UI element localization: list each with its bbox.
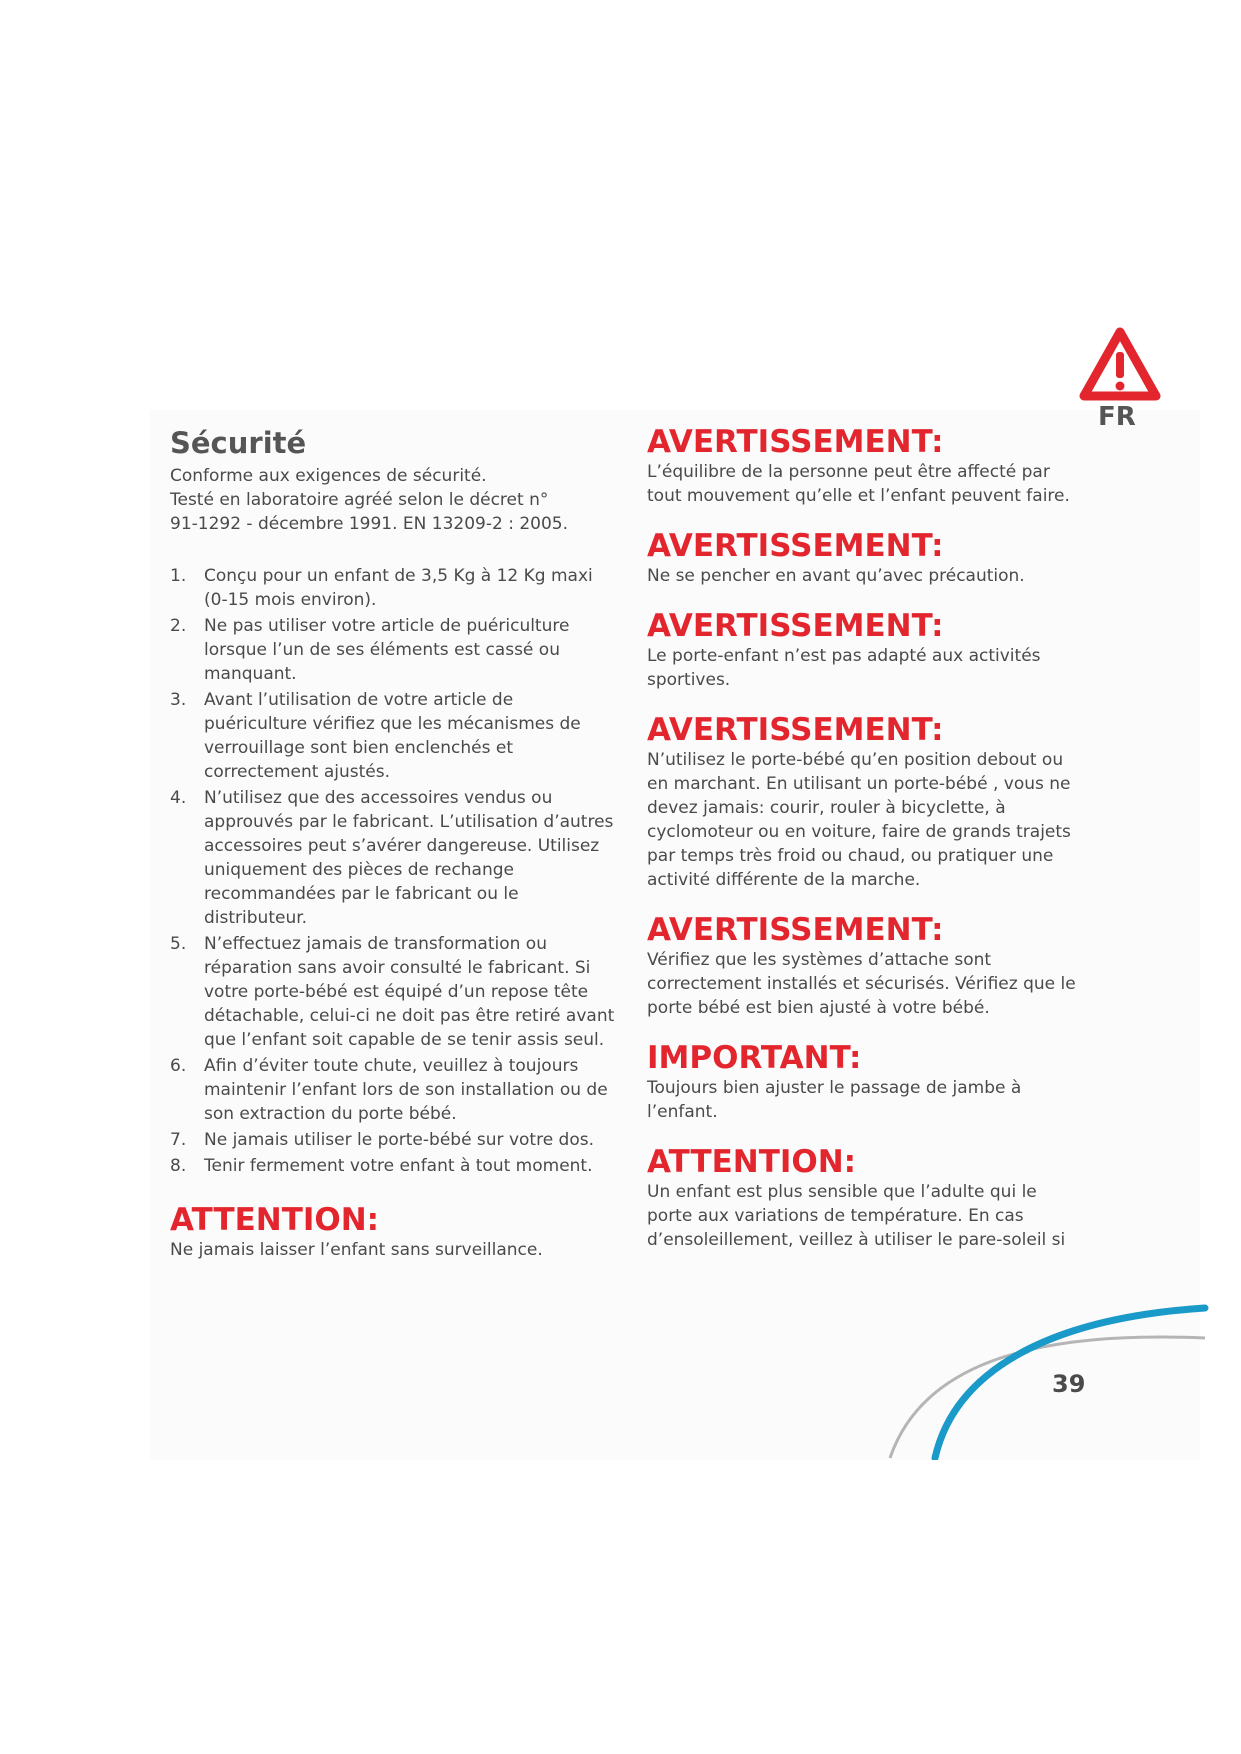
warning-block bbox=[647, 712, 1087, 892]
attention-text: Ne jamais laisser l’enfant sans surveillance. bbox=[170, 1240, 543, 1260]
important-heading: IMPORTANT: bbox=[647, 1040, 862, 1076]
item-text: Afin d’éviter toute chute, veuillez à toujours maintenir l’enfant lors de son installation ou de son extraction du porte bébé. bbox=[204, 1056, 608, 1124]
safety-list bbox=[170, 564, 620, 1178]
item-text: Tenir fermement votre enfant à tout moment. bbox=[204, 1156, 593, 1176]
item-number: 2. bbox=[170, 616, 187, 636]
item-text: N’utilisez que des accessoires vendus ou approuvés par le fabricant. L’utilisation d’autres accessoires peut s’avérer dangereuse. Utilisez uniquement des pièces de rechange recommandées par le fabricant ou le distributeur. bbox=[204, 788, 614, 928]
item-text: Ne pas utiliser votre article de puériculture lorsque l’un de ses éléments est cassé ou manquant. bbox=[204, 616, 570, 684]
important-block bbox=[647, 1040, 1087, 1124]
warning-heading: AVERTISSEMENT: bbox=[647, 424, 944, 460]
list-item bbox=[170, 688, 620, 784]
warning-text: L’équilibre de la personne peut être affecté par tout mouvement qu’elle et l’enfant peuvent faire. bbox=[647, 462, 1070, 506]
intro-line: 91-1292 - décembre 1991. EN 13209-2 : 2005. bbox=[170, 514, 569, 534]
attention-heading: ATTENTION: bbox=[170, 1202, 380, 1238]
item-number: 7. bbox=[170, 1130, 187, 1150]
list-item bbox=[170, 932, 620, 1052]
list-item bbox=[170, 564, 620, 612]
list-item bbox=[170, 1154, 620, 1178]
warning-icon bbox=[1078, 326, 1162, 404]
item-number: 3. bbox=[170, 690, 187, 710]
item-number: 6. bbox=[170, 1056, 187, 1076]
warning-heading: AVERTISSEMENT: bbox=[647, 712, 944, 748]
warning-text: N’utilisez le porte-bébé qu’en position debout ou en marchant. En utilisant un porte-bébé , vous ne devez jamais: courir, rouler à bicyclette, à cyclomoteur ou en voiture, faire de grands trajets par temps très froid ou chaud, ou pratiquer une activité différente de la marche. bbox=[647, 750, 1071, 890]
warning-block bbox=[647, 424, 1087, 508]
warning-text: Vérifiez que les systèmes d’attache sont correctement installés et sécurisés. Vérifiez que le porte bébé est bien ajusté à votre bébé. bbox=[647, 950, 1076, 1018]
item-number: 1. bbox=[170, 566, 187, 586]
decorative-swoosh bbox=[880, 1300, 1210, 1460]
attention-text: Un enfant est plus sensible que l’adulte qui le porte aux variations de température. En cas d’ensoleillement, veillez à utiliser le pare-soleil si bbox=[647, 1182, 1066, 1250]
item-text: N’effectuez jamais de transformation ou réparation sans avoir consulté le fabricant. Si votre porte-bébé est équipé d’un repose tête détachable, celui-ci ne doit pas être retiré avant que l’enfant soit capable de se tenir assis seul. bbox=[204, 934, 615, 1050]
warning-heading: AVERTISSEMENT: bbox=[647, 528, 944, 564]
warning-text: Le porte-enfant n’est pas adapté aux activités sportives. bbox=[647, 646, 1041, 690]
item-number: 4. bbox=[170, 788, 187, 808]
intro-line: Conforme aux exigences de sécurité. bbox=[170, 466, 487, 486]
language-code: FR bbox=[1098, 402, 1136, 432]
warning-block bbox=[647, 528, 1087, 588]
item-number: 8. bbox=[170, 1156, 187, 1176]
intro-text bbox=[170, 464, 620, 536]
warning-heading: AVERTISSEMENT: bbox=[647, 608, 944, 644]
warning-text: Ne se pencher en avant qu’avec précaution. bbox=[647, 566, 1025, 586]
section-title: Sécurité bbox=[170, 426, 307, 460]
item-text: Ne jamais utiliser le porte-bébé sur votre dos. bbox=[204, 1130, 595, 1150]
warning-block bbox=[647, 608, 1087, 692]
warning-heading: AVERTISSEMENT: bbox=[647, 912, 944, 948]
item-text: Conçu pour un enfant de 3,5 Kg à 12 Kg maxi (0-15 mois environ). bbox=[204, 566, 593, 610]
list-item bbox=[170, 786, 620, 930]
left-column bbox=[170, 424, 620, 1262]
page-number: 39 bbox=[1052, 1370, 1086, 1398]
warning-block bbox=[647, 912, 1087, 1020]
intro-line: Testé en laboratoire agréé selon le décret n° bbox=[170, 490, 549, 510]
item-text: Avant l’utilisation de votre article de puériculture vérifiez que les mécanismes de verrouillage sont bien enclenchés et correctement ajustés. bbox=[204, 690, 581, 782]
list-item bbox=[170, 1128, 620, 1152]
item-number: 5. bbox=[170, 934, 187, 954]
attention-block bbox=[170, 1202, 620, 1262]
list-item bbox=[170, 1054, 620, 1126]
attention-heading: ATTENTION: bbox=[647, 1144, 857, 1180]
right-column bbox=[647, 424, 1087, 1272]
list-item bbox=[170, 614, 620, 686]
important-text: Toujours bien ajuster le passage de jambe à l’enfant. bbox=[647, 1078, 1022, 1122]
attention-block bbox=[647, 1144, 1087, 1252]
